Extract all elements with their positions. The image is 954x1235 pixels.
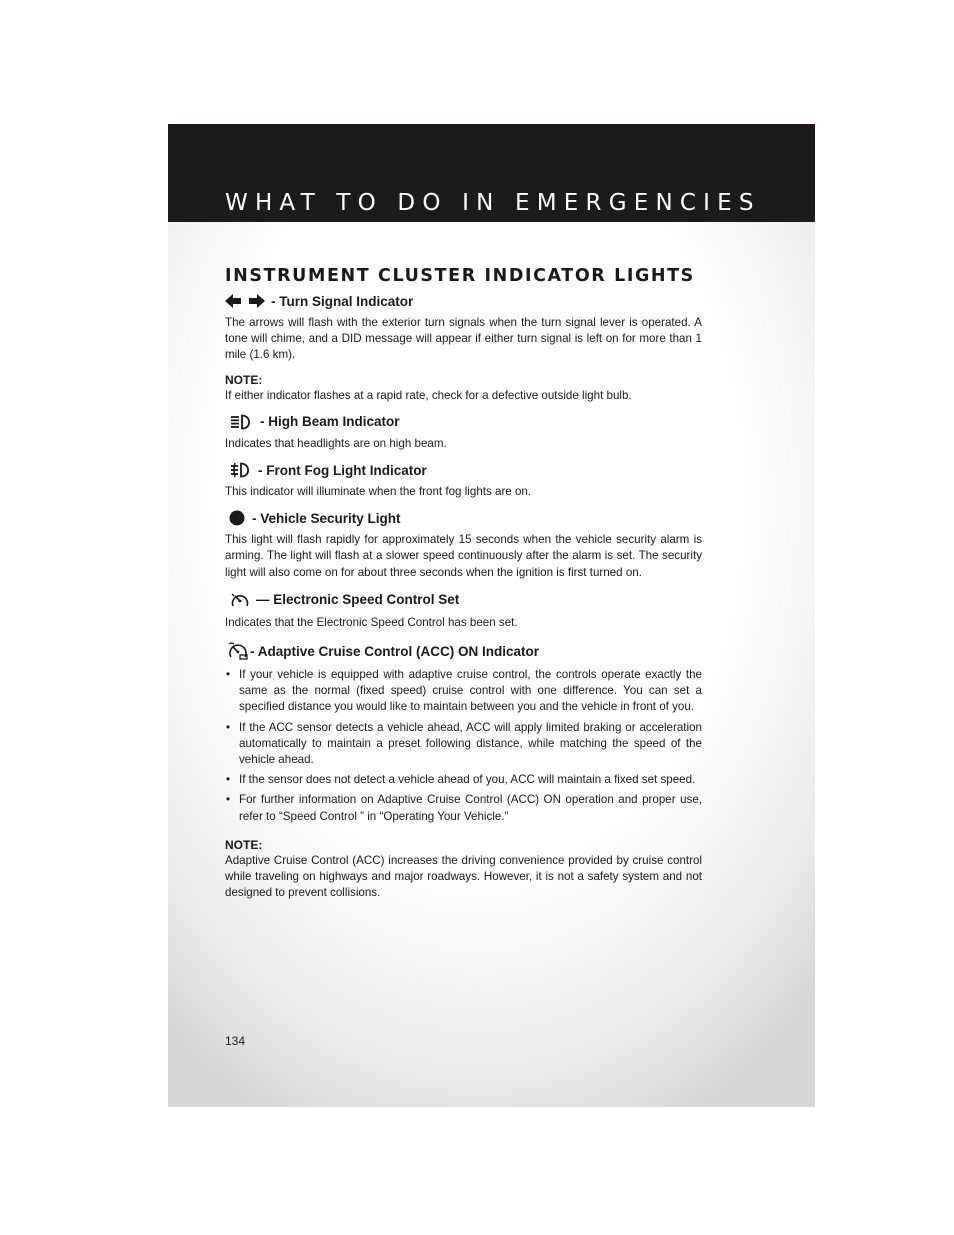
- speed-control-body: Indicates that the Electronic Speed Control has been set.: [225, 615, 518, 629]
- turn-signal-title: - Turn Signal Indicator: [271, 293, 414, 309]
- list-item: • For further information on Adaptive Cruise Control (ACC) ON operation and proper use, refer to “Speed Control ” in “Operating Your Vehicle.”: [225, 792, 702, 824]
- acc-note: Adaptive Cruise Control (ACC) increases the driving convenience provided by cruise control while traveling on highways and major roadways. However, it is not a safety system and not designed to prevent collisions.: [225, 853, 702, 900]
- high-beam-icon: [230, 414, 254, 430]
- fog-light-heading: [225, 462, 702, 478]
- list-item: • If the sensor does not detect a vehicle ahead of you, ACC will maintain a fixed set speed.: [225, 772, 702, 788]
- note-label: NOTE:: [225, 837, 263, 852]
- speedometer-icon: [230, 591, 250, 609]
- note-label: NOTE:: [225, 372, 263, 387]
- acc-heading: [225, 641, 702, 661]
- turn-signal-arrows-icon: [225, 293, 265, 309]
- high-beam-title: - High Beam Indicator: [260, 414, 400, 430]
- adaptive-cruise-icon: [227, 641, 249, 661]
- list-item: • If the ACC sensor detects a vehicle ahead, ACC will apply limited braking or acceleration automatically to maintain a preset following distance, while matching the speed of the vehicle ahead.: [225, 720, 702, 769]
- fog-light-title: - Front Fog Light Indicator: [258, 462, 427, 478]
- acc-title: - Adaptive Cruise Control (ACC) ON Indicator: [250, 643, 540, 659]
- section-title: INSTRUMENT CLUSTER INDICATOR LIGHTS: [225, 266, 695, 286]
- front-fog-light-icon: [230, 462, 252, 478]
- manual-page: [168, 124, 815, 1107]
- security-body: This light will flash rapidly for approximately 15 seconds when the vehicle security alarm is arming. The light will flash at a slower speed continuously after the alarm is set. The security light will also come on for about three seconds when the ignition is first turned on.: [225, 533, 702, 579]
- high-beam-body: Indicates that headlights are on high beam.: [225, 436, 447, 450]
- chapter-title: WHAT TO DO IN EMERGENCIES: [225, 190, 761, 216]
- high-beam-heading: [225, 414, 702, 430]
- turn-signal-body: The arrows will flash with the exterior turn signals when the turn signal lever is operated. A tone will chime, and a DID message will appear if either turn signal is left on for more than 1 mile (1.6 km).: [225, 316, 702, 362]
- acc-bullet-list: [225, 667, 702, 825]
- security-heading: [225, 510, 702, 526]
- fog-light-body: This indicator will illuminate when the front fog lights are on.: [225, 485, 532, 499]
- turn-signal-heading: [225, 293, 702, 309]
- security-dot-icon: [228, 510, 246, 526]
- security-title: - Vehicle Security Light: [252, 510, 401, 526]
- chapter-banner: [168, 124, 815, 222]
- speed-control-heading: [225, 591, 702, 609]
- page-content: [225, 266, 702, 901]
- list-item: • If your vehicle is equipped with adaptive cruise control, the controls operate exactly the same as the normal (fixed speed) cruise control with one difference. You can set a specified distance you would like to maintain between you and the vehicle in front of you.: [225, 667, 702, 716]
- turn-signal-note: If either indicator flashes at a rapid rate, check for a defective outside light bulb.: [225, 388, 632, 402]
- speed-control-title: — Electronic Speed Control Set: [256, 592, 460, 608]
- page-number: 134: [225, 1034, 246, 1048]
